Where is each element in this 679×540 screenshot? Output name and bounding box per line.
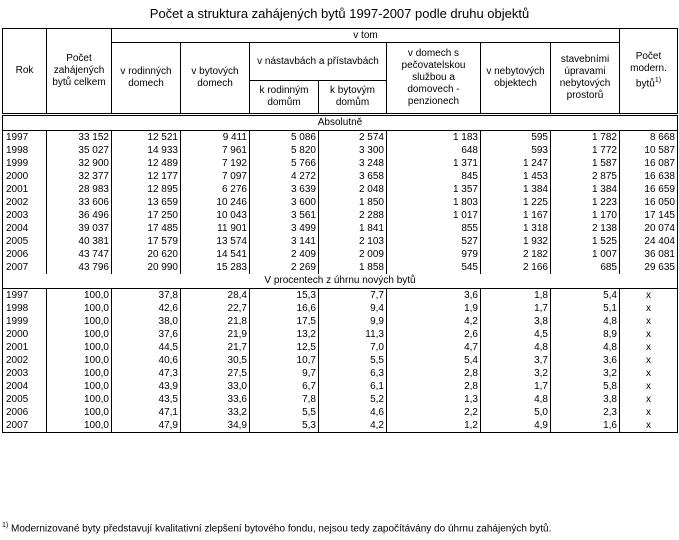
value-cell: 37,6 — [112, 328, 181, 341]
value-cell: 13,2 — [250, 328, 319, 341]
value-cell: 9,4 — [319, 302, 387, 315]
value-cell: 1 587 — [551, 157, 620, 170]
value-cell: 15 283 — [181, 261, 250, 274]
year-cell: 2006 — [3, 406, 47, 419]
value-cell: 47,9 — [112, 419, 181, 433]
table-row — [3, 367, 678, 380]
value-cell: 9,9 — [319, 315, 387, 328]
value-cell: 6,3 — [319, 367, 387, 380]
value-cell: 22,7 — [181, 302, 250, 315]
value-cell: 4,5 — [481, 328, 551, 341]
header-modern-label: Počet modern. bytů — [630, 51, 667, 90]
value-cell: 21,7 — [181, 341, 250, 354]
value-cell: 10,7 — [250, 354, 319, 367]
value-cell: 1 525 — [551, 235, 620, 248]
value-cell: x — [620, 367, 678, 380]
value-cell: 100,0 — [47, 393, 112, 406]
value-cell: 527 — [387, 235, 481, 248]
value-cell: 1 170 — [551, 209, 620, 222]
year-cell: 2007 — [3, 261, 47, 274]
header-k-bytovym: k bytovým domům — [319, 81, 387, 115]
value-cell: 2,8 — [387, 367, 481, 380]
value-cell: 8,9 — [551, 328, 620, 341]
value-cell: 30,5 — [181, 354, 250, 367]
section-label: Absolutně — [3, 115, 678, 131]
value-cell: 100,0 — [47, 406, 112, 419]
year-cell: 1999 — [3, 315, 47, 328]
value-cell: 3 600 — [250, 196, 319, 209]
table-body — [3, 115, 678, 433]
value-cell: 5,4 — [551, 289, 620, 303]
section-label: V procentech z úhrnu nových bytů — [3, 274, 678, 289]
value-cell: 1 371 — [387, 157, 481, 170]
value-cell: x — [620, 380, 678, 393]
value-cell: 1 858 — [319, 261, 387, 274]
value-cell: 100,0 — [47, 328, 112, 341]
value-cell: 20 074 — [620, 222, 678, 235]
year-cell: 2004 — [3, 222, 47, 235]
table-row — [3, 144, 678, 157]
value-cell: 32 377 — [47, 170, 112, 183]
header-bytovych: v bytových domech — [181, 43, 250, 115]
year-cell: 2007 — [3, 419, 47, 433]
value-cell: 2 409 — [250, 248, 319, 261]
value-cell: 21,9 — [181, 328, 250, 341]
value-cell: 1 357 — [387, 183, 481, 196]
value-cell: 3,2 — [551, 367, 620, 380]
value-cell: 35 027 — [47, 144, 112, 157]
value-cell: x — [620, 328, 678, 341]
value-cell: 2 288 — [319, 209, 387, 222]
value-cell: 2 182 — [481, 248, 551, 261]
value-cell: 3,8 — [551, 393, 620, 406]
value-cell: 100,0 — [47, 380, 112, 393]
value-cell: 16 638 — [620, 170, 678, 183]
value-cell: 4 272 — [250, 170, 319, 183]
year-cell: 2000 — [3, 328, 47, 341]
value-cell: 10 043 — [181, 209, 250, 222]
value-cell: 27,5 — [181, 367, 250, 380]
value-cell: 2 103 — [319, 235, 387, 248]
value-cell: 3 141 — [250, 235, 319, 248]
value-cell: 17 485 — [112, 222, 181, 235]
value-cell: 1,9 — [387, 302, 481, 315]
value-cell: 43 796 — [47, 261, 112, 274]
value-cell: 13 574 — [181, 235, 250, 248]
year-cell: 1998 — [3, 302, 47, 315]
value-cell: 3 248 — [319, 157, 387, 170]
value-cell: 4,2 — [319, 419, 387, 433]
value-cell: 3,6 — [551, 354, 620, 367]
value-cell: 1 772 — [551, 144, 620, 157]
value-cell: 12 177 — [112, 170, 181, 183]
value-cell: 8 668 — [620, 131, 678, 145]
value-cell: x — [620, 354, 678, 367]
value-cell: 3,6 — [387, 289, 481, 303]
header-celkem: Počet zahájených bytů celkem — [47, 29, 112, 115]
value-cell: 5,1 — [551, 302, 620, 315]
header-rok: Rok — [3, 29, 47, 115]
table-row — [3, 341, 678, 354]
value-cell: 3 499 — [250, 222, 319, 235]
value-cell: 3,2 — [481, 367, 551, 380]
year-cell: 2006 — [3, 248, 47, 261]
value-cell: 1 318 — [481, 222, 551, 235]
value-cell: 17 579 — [112, 235, 181, 248]
value-cell: 33 606 — [47, 196, 112, 209]
year-cell: 2001 — [3, 183, 47, 196]
value-cell: 5 820 — [250, 144, 319, 157]
value-cell: 16 659 — [620, 183, 678, 196]
value-cell: 2,8 — [387, 380, 481, 393]
value-cell: 7,0 — [319, 341, 387, 354]
value-cell: 3 561 — [250, 209, 319, 222]
value-cell: 1 384 — [481, 183, 551, 196]
table-row — [3, 209, 678, 222]
year-cell: 2000 — [3, 170, 47, 183]
value-cell: 1 803 — [387, 196, 481, 209]
table-row — [3, 196, 678, 209]
value-cell: 4,7 — [387, 341, 481, 354]
table-row — [3, 328, 678, 341]
value-cell: 14 933 — [112, 144, 181, 157]
table-header — [3, 29, 678, 115]
value-cell: 33,0 — [181, 380, 250, 393]
value-cell: 4,8 — [551, 315, 620, 328]
value-cell: 21,8 — [181, 315, 250, 328]
value-cell: 12 895 — [112, 183, 181, 196]
year-cell: 1999 — [3, 157, 47, 170]
value-cell: 17 250 — [112, 209, 181, 222]
value-cell: 1 183 — [387, 131, 481, 145]
value-cell: 28 983 — [47, 183, 112, 196]
value-cell: 20 620 — [112, 248, 181, 261]
value-cell: 9 411 — [181, 131, 250, 145]
value-cell: 7 097 — [181, 170, 250, 183]
year-cell: 2005 — [3, 393, 47, 406]
value-cell: 10 246 — [181, 196, 250, 209]
year-cell: 2005 — [3, 235, 47, 248]
value-cell: 3,8 — [481, 315, 551, 328]
table-row — [3, 380, 678, 393]
section-row — [3, 115, 678, 131]
section-row — [3, 274, 678, 289]
value-cell: 33,6 — [181, 393, 250, 406]
value-cell: 1 017 — [387, 209, 481, 222]
value-cell: 1 167 — [481, 209, 551, 222]
value-cell: 5,2 — [319, 393, 387, 406]
value-cell: 1,6 — [551, 419, 620, 433]
value-cell: 44,5 — [112, 341, 181, 354]
value-cell: 1 007 — [551, 248, 620, 261]
value-cell: 5 086 — [250, 131, 319, 145]
value-cell: 34,9 — [181, 419, 250, 433]
table-row — [3, 183, 678, 196]
value-cell: 100,0 — [47, 289, 112, 303]
value-cell: 1 223 — [551, 196, 620, 209]
value-cell: 3 300 — [319, 144, 387, 157]
value-cell: 4,8 — [481, 393, 551, 406]
footnote — [2, 522, 551, 534]
value-cell: 36 496 — [47, 209, 112, 222]
table-row — [3, 131, 678, 145]
value-cell: 7,8 — [250, 393, 319, 406]
value-cell: 7 961 — [181, 144, 250, 157]
value-cell: 2,2 — [387, 406, 481, 419]
table-row — [3, 248, 678, 261]
value-cell: 100,0 — [47, 354, 112, 367]
value-cell: 47,1 — [112, 406, 181, 419]
value-cell: 1 841 — [319, 222, 387, 235]
header-nastavby: v nástavbách a přístavbách — [250, 43, 387, 81]
table-title: Počet a struktura zahájených bytů 1997-2007 podle druhu objektů — [149, 6, 530, 21]
table-row — [3, 289, 678, 303]
value-cell: 5 766 — [250, 157, 319, 170]
value-cell: 5,5 — [319, 354, 387, 367]
value-cell: 43,9 — [112, 380, 181, 393]
value-cell: 4,9 — [481, 419, 551, 433]
value-cell: 43,5 — [112, 393, 181, 406]
value-cell: 1 247 — [481, 157, 551, 170]
value-cell: 2 009 — [319, 248, 387, 261]
table-row — [3, 157, 678, 170]
value-cell: 100,0 — [47, 419, 112, 433]
value-cell: x — [620, 393, 678, 406]
value-cell: 979 — [387, 248, 481, 261]
value-cell: x — [620, 419, 678, 433]
header-v-tom: v tom — [112, 29, 620, 43]
value-cell: 40 381 — [47, 235, 112, 248]
value-cell: 3 658 — [319, 170, 387, 183]
value-cell: x — [620, 406, 678, 419]
year-cell: 2004 — [3, 380, 47, 393]
value-cell: 2 875 — [551, 170, 620, 183]
value-cell: 2 269 — [250, 261, 319, 274]
value-cell: 100,0 — [47, 302, 112, 315]
year-cell: 2001 — [3, 341, 47, 354]
value-cell: 1,3 — [387, 393, 481, 406]
value-cell: 100,0 — [47, 341, 112, 354]
value-cell: 1 225 — [481, 196, 551, 209]
table-row — [3, 302, 678, 315]
value-cell: 685 — [551, 261, 620, 274]
header-k-rodinnym: k rodinným domům — [250, 81, 319, 115]
value-cell: 12,5 — [250, 341, 319, 354]
value-cell: 32 900 — [47, 157, 112, 170]
value-cell: 1 932 — [481, 235, 551, 248]
value-cell: 595 — [481, 131, 551, 145]
value-cell: 17 145 — [620, 209, 678, 222]
value-cell: 14 541 — [181, 248, 250, 261]
value-cell: 6,7 — [250, 380, 319, 393]
value-cell: 16 087 — [620, 157, 678, 170]
table-row — [3, 393, 678, 406]
value-cell: 11 901 — [181, 222, 250, 235]
value-cell: 7 192 — [181, 157, 250, 170]
value-cell: x — [620, 315, 678, 328]
year-cell: 2002 — [3, 196, 47, 209]
value-cell: 4,6 — [319, 406, 387, 419]
table-row — [3, 261, 678, 274]
year-cell: 1997 — [3, 289, 47, 303]
value-cell: 5,3 — [250, 419, 319, 433]
value-cell: 47,3 — [112, 367, 181, 380]
value-cell: 2 166 — [481, 261, 551, 274]
value-cell: 20 990 — [112, 261, 181, 274]
header-upravami: stavebními úpravami nebytových prostorů — [551, 43, 620, 115]
value-cell: 5,5 — [250, 406, 319, 419]
value-cell: 28,4 — [181, 289, 250, 303]
value-cell: 855 — [387, 222, 481, 235]
value-cell: 4,8 — [551, 341, 620, 354]
value-cell: 3 639 — [250, 183, 319, 196]
header-rodinnych: v rodinných domech — [112, 43, 181, 115]
value-cell: 2 574 — [319, 131, 387, 145]
year-cell: 1998 — [3, 144, 47, 157]
value-cell: 13 659 — [112, 196, 181, 209]
value-cell: 29 635 — [620, 261, 678, 274]
value-cell: 12 489 — [112, 157, 181, 170]
value-cell: 9,7 — [250, 367, 319, 380]
value-cell: 2 138 — [551, 222, 620, 235]
value-cell: 16 050 — [620, 196, 678, 209]
table-row — [3, 222, 678, 235]
value-cell: 6,1 — [319, 380, 387, 393]
value-cell: 24 404 — [620, 235, 678, 248]
value-cell: 5,8 — [551, 380, 620, 393]
value-cell: 11,3 — [319, 328, 387, 341]
value-cell: 4,8 — [481, 341, 551, 354]
value-cell: 15,3 — [250, 289, 319, 303]
year-cell: 2003 — [3, 209, 47, 222]
header-nebytovych: v nebytových objektech — [481, 43, 551, 115]
value-cell: x — [620, 302, 678, 315]
table-row — [3, 419, 678, 433]
header-modern — [620, 29, 678, 115]
value-cell: 845 — [387, 170, 481, 183]
value-cell: 545 — [387, 261, 481, 274]
value-cell: 37,8 — [112, 289, 181, 303]
value-cell: 10 587 — [620, 144, 678, 157]
table-row — [3, 235, 678, 248]
value-cell: 5,4 — [387, 354, 481, 367]
value-cell: 648 — [387, 144, 481, 157]
value-cell: 5,0 — [481, 406, 551, 419]
value-cell: 33,2 — [181, 406, 250, 419]
value-cell: 36 081 — [620, 248, 678, 261]
year-cell: 1997 — [3, 131, 47, 145]
year-cell: 2003 — [3, 367, 47, 380]
value-cell: 39 037 — [47, 222, 112, 235]
value-cell: 3,7 — [481, 354, 551, 367]
value-cell: 1,7 — [481, 380, 551, 393]
table-row — [3, 406, 678, 419]
value-cell: 1 782 — [551, 131, 620, 145]
value-cell: 100,0 — [47, 367, 112, 380]
table-row — [3, 170, 678, 183]
year-cell: 2002 — [3, 354, 47, 367]
table-row — [3, 315, 678, 328]
table-row — [3, 354, 678, 367]
value-cell: 100,0 — [47, 315, 112, 328]
value-cell: 16,6 — [250, 302, 319, 315]
value-cell: 2,6 — [387, 328, 481, 341]
value-cell: 17,5 — [250, 315, 319, 328]
value-cell: 1 850 — [319, 196, 387, 209]
value-cell: x — [620, 289, 678, 303]
value-cell: 1,8 — [481, 289, 551, 303]
value-cell: 2 048 — [319, 183, 387, 196]
value-cell: 1 384 — [551, 183, 620, 196]
footnote-mark: 1) — [2, 522, 9, 529]
header-modern-sup: 1) — [654, 77, 662, 85]
value-cell: 1,7 — [481, 302, 551, 315]
value-cell: 42,6 — [112, 302, 181, 315]
value-cell: 6 276 — [181, 183, 250, 196]
value-cell: 43 747 — [47, 248, 112, 261]
value-cell: 4,2 — [387, 315, 481, 328]
housing-table — [2, 28, 678, 433]
value-cell: 12 521 — [112, 131, 181, 145]
header-pecovatelsky: v domech s pečovatelskou službou a domovech - penzionech — [387, 43, 481, 115]
value-cell: 1 453 — [481, 170, 551, 183]
value-cell: 40,6 — [112, 354, 181, 367]
value-cell: 593 — [481, 144, 551, 157]
value-cell: 7,7 — [319, 289, 387, 303]
value-cell: x — [620, 341, 678, 354]
footnote-text: Modernizované byty představují kvalitativní zlepšení bytového fondu, nejsou tedy započítávány do úhrnu zahájených bytů. — [8, 523, 552, 535]
value-cell: 1,2 — [387, 419, 481, 433]
value-cell: 33 152 — [47, 131, 112, 145]
value-cell: 2,3 — [551, 406, 620, 419]
value-cell: 38,0 — [112, 315, 181, 328]
